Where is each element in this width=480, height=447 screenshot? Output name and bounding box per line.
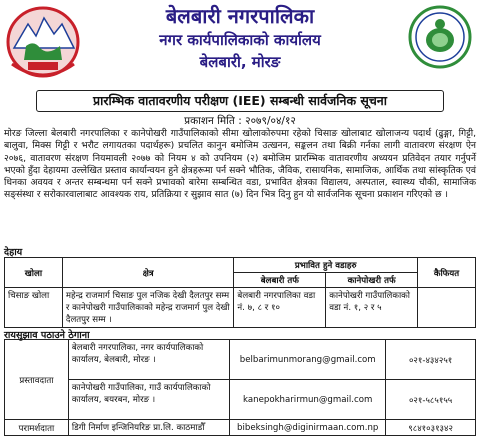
cell-remarks [418, 288, 476, 328]
header-remarks: कैफियत [418, 258, 476, 288]
office-name: नगर कार्यपालिकाको कार्यालय [159, 31, 321, 49]
municipality-title: बेलबारी नगरपालिका [165, 4, 315, 28]
contact-email: kanepokharirmun@gmail.com [230, 380, 386, 420]
contact-phone: ०२१-५८५१५५ [386, 380, 476, 420]
contact-name: बेलबारी नगरपालिका, नगर कार्यपालिकाको कार्यालय, बेलबारी, मोरङ । [68, 340, 229, 380]
cell-kanepokhari-wards: कानेपोखरी गाउँपालिकाको वडा नं. १, २ र ५ [326, 288, 418, 328]
section-title-details: देहाय [4, 247, 23, 258]
proposer-label: प्रस्तावदाता [5, 340, 69, 420]
cell-belbari-wards: बेलबारी नगरपालिका वडा नं. ७, ८ र १० [234, 288, 326, 328]
publication-date: प्रकाशन मिति : २०७९/०४/१२ [184, 115, 296, 127]
affected-areas-table [4, 257, 476, 328]
contact-email: bibeksingh@diginirmaan.com.np [230, 420, 386, 436]
header-belbari-side: बेलबारी तर्फ [234, 273, 326, 288]
consultant-label: परामर्शदाता [5, 420, 69, 436]
cell-river: चिसाङ खोला [5, 288, 63, 328]
cell-area: महेन्द्र राजमार्ग चिसाङ पुल नजिक देखी दैलतपुर सम्म र कानेपोखरी गाउँपालिकाको महेन्द्र राजमार्ग पुल देखी दैलतपुर सम्म । [62, 288, 234, 328]
header-kanepokhari-side: कानेपोखरी तर्फ [326, 273, 418, 288]
contact-email: belbarimunmorang@gmail.com [230, 340, 386, 380]
contact-name: डिगी निर्माण इन्जिनियरिङ प्रा.लि. काठमाडौँ [68, 420, 229, 436]
contact-phone: ०२१-४३४२५१ [386, 340, 476, 380]
header-river: खोला [5, 258, 63, 288]
header-area: क्षेत्र [62, 258, 234, 288]
notice-banner: प्रारम्भिक वातावरणीय परीक्षण (IEE) सम्बन्धी सार्वजनिक सूचना [36, 90, 444, 112]
header-affected-wards: प्रभावित हुने वडाहरु [234, 258, 418, 273]
contact-table [4, 339, 476, 436]
section-title-address: रायसुझाव पठाउने ठेगाना [4, 330, 90, 341]
municipality-logo-icon [408, 4, 472, 70]
contact-name: कानेपोखरी गाउँपालिका, गाउँ कार्यपालिकाको कार्यालय, बयरबन, मोरङ । [68, 380, 229, 420]
notice-body: मोरङ जिल्ला बेलबारी नगरपालिका र कानेपोखरी गाउँपालिकाको सीमा खोलाकोरुपमा रहेको चिसाङ खोलाबाट खोलाजन्य पदार्थ (ढुङ्गा, गिट्टी, बालुवा, मिक्स गिट्टी र भरौट लगायतका पदार्थहरू) प्रचलित कानुन बमोजिम उत्खनन, सङ्कलन तथा बिक्री गर्नका लागी वातावरण संरक्षण ऐन २०७६, वातावरण संरक्षण नियमावली २०७७ को नियम ४ को उपनियम (२) बमोजिम प्रारम्भिक वातावरणीय अध्ययन प्रतिवेदन तयार गर्नुपर्ने भएको हुँदा देहायमा उल्लेखित प्रस्ताव कार्यान्वयन हुने क्षेत्रहरूमा पर्न सक्ने भौतिक, जैविक, रासायनिक, सामाजिक, आर्थिक तथा सांस्कृतिक एवं धिनका अवयव र अन्तर सम्बन्धमा पर्न सक्ने प्रभावको बारेमा सम्बन्धित वडा, प्रभावित क्षेत्रका विद्यालय, अस्पताल, स्वास्थ्य चौकी, सामाजिक सङ्संस्था र सरोकारवालाबाट आवश्यक राय, प्रतिक्रिया र सुझाव सात (७) दिन भित्र दिनु हुन यो सार्वजनिक सूचना प्रकाशन गरिएको छ । [4, 128, 476, 201]
office-address: बेलबारी, मोरङ [199, 53, 281, 71]
contact-phone: ९८४१०३१३४२ [386, 420, 476, 436]
letterhead [0, 0, 480, 86]
